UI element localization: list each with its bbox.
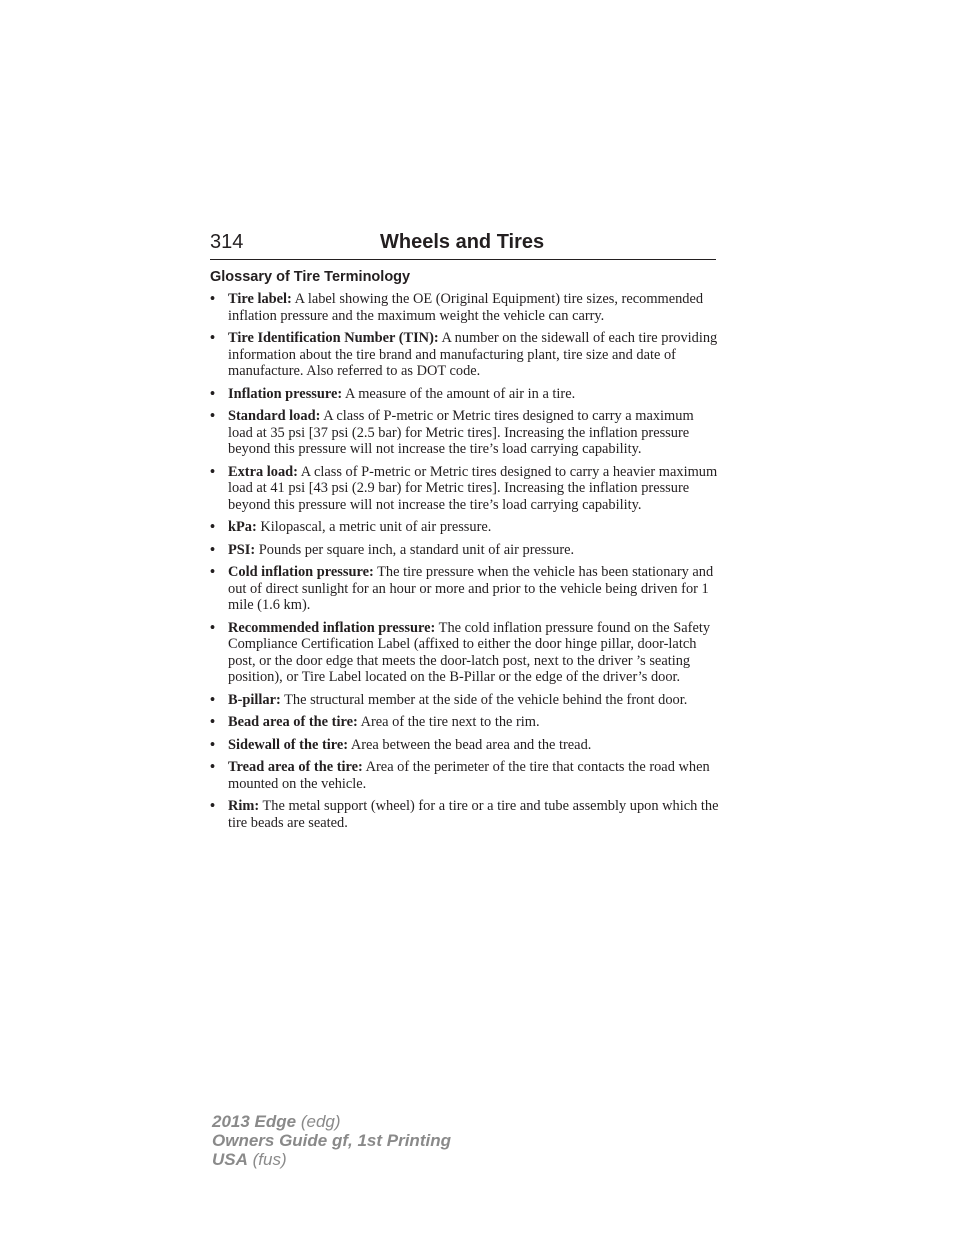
footer-market-code: (fus) [252, 1150, 287, 1169]
glossary-definition: A number on the sidewall of each tire providing information about the tire brand and manufacturing plant, tire size and date of manufacture. Also referred to as DOT code. [228, 330, 718, 379]
glossary-item [210, 759, 720, 792]
bullet-icon: • [210, 291, 216, 307]
glossary-term: Recommended inflation pressure: [228, 619, 436, 636]
bullet-icon: • [210, 798, 216, 814]
glossary-definition: The metal support (wheel) for a tire or a tire and tube assembly upon which the tire beads are seated. [228, 798, 719, 831]
glossary-item [210, 408, 720, 458]
bullet-icon: • [210, 759, 216, 775]
bullet-icon: • [210, 619, 216, 636]
glossary-item [210, 519, 720, 536]
page-footer [212, 1112, 451, 1169]
glossary-list [210, 291, 720, 837]
bullet-icon: • [210, 519, 216, 535]
glossary-item [210, 714, 720, 731]
page-number: 314 [210, 231, 244, 253]
bullet-icon: • [210, 564, 216, 580]
footer-guide: Owners Guide gf, 1st Printing [212, 1131, 451, 1150]
glossary-item [210, 386, 720, 403]
glossary-definition: A label showing the OE (Original Equipment) tire sizes, recommended inflation pressure and the maximum weight the vehicle can carry. [228, 291, 704, 324]
bullet-icon: • [210, 463, 216, 480]
glossary-item [210, 620, 720, 686]
glossary-definition: The structural member at the side of the vehicle behind the front door. [284, 691, 688, 708]
glossary-term: Cold inflation pressure: [228, 564, 374, 580]
glossary-item [210, 798, 720, 831]
glossary-definition: The cold inflation pressure found on the Safety Compliance Certification Label (affixed to either the door hinge pillar, door-latch post, or the door edge that meets the door-latch post, next to the driver ’s seating position), or Tire Label located on the B-Pillar or the edge of the driver’s door. [228, 619, 711, 685]
glossary-term: Tire label: [228, 291, 292, 307]
glossary-item [210, 542, 720, 559]
glossary-definition: A class of P-metric or Metric tires designed to carry a heavier maximum load at 41 psi [43 psi (2.9 bar) for Metric tires]. Increasing the inflation pressure beyond this pressure will not increase the tire’s load carrying capability. [228, 463, 718, 513]
glossary-definition: Kilopascal, a metric unit of air pressure. [260, 519, 492, 535]
glossary-term: B-pillar: [228, 691, 281, 708]
glossary-term: Bead area of the tire: [228, 714, 358, 730]
glossary-term: Sidewall of the tire: [228, 736, 349, 753]
glossary-item [210, 564, 720, 614]
glossary-definition: Area of the tire next to the rim. [360, 714, 540, 730]
bullet-icon: • [210, 385, 216, 402]
chapter-title: Wheels and Tires [380, 231, 545, 253]
glossary-definition: A class of P-metric or Metric tires designed to carry a maximum load at 35 psi [37 psi (2.5 bar) for Metric tires]. Increasing the inflation pressure beyond this pressure will not increase the tire’s load carrying capability. [228, 408, 694, 457]
bullet-icon: • [210, 408, 216, 424]
glossary-term: Extra load: [228, 463, 298, 480]
glossary-term: Rim: [228, 798, 260, 814]
bullet-icon: • [210, 691, 216, 708]
glossary-definition: Area between the bead area and the tread. [350, 736, 592, 753]
footer-line-model [212, 1112, 451, 1131]
footer-model-code: (edg) [300, 1112, 341, 1131]
footer-line-guide [212, 1131, 451, 1150]
section-heading: Glossary of Tire Terminology [210, 269, 411, 285]
glossary-term: PSI: [228, 541, 256, 558]
page-header [210, 229, 716, 260]
glossary-definition: A measure of the amount of air in a tire. [345, 385, 576, 402]
glossary-term: kPa: [228, 519, 257, 535]
footer-model: 2013 Edge [212, 1112, 297, 1131]
glossary-item [210, 737, 720, 754]
glossary-definition: Area of the perimeter of the tire that contacts the road when mounted on the vehicle. [228, 759, 710, 792]
glossary-item [210, 692, 720, 709]
glossary-item [210, 291, 720, 324]
footer-line-market [212, 1150, 451, 1169]
bullet-icon: • [210, 330, 216, 346]
bullet-icon: • [210, 541, 216, 558]
bullet-icon: • [210, 714, 216, 730]
footer-market: USA [212, 1150, 248, 1169]
glossary-item [210, 464, 720, 514]
glossary-item [210, 330, 720, 380]
glossary-term: Tread area of the tire: [228, 759, 363, 775]
bullet-icon: • [210, 736, 216, 753]
glossary-term: Standard load: [228, 408, 321, 424]
glossary-definition: The tire pressure when the vehicle has been stationary and out of direct sunlight for an hour or more and prior to the vehicle being driven for 1 mile (1.6 km). [228, 564, 714, 613]
glossary-term: Tire Identification Number (TIN): [228, 330, 439, 346]
glossary-definition: Pounds per square inch, a standard unit of air pressure. [258, 541, 575, 558]
glossary-term: Inflation pressure: [228, 385, 343, 402]
